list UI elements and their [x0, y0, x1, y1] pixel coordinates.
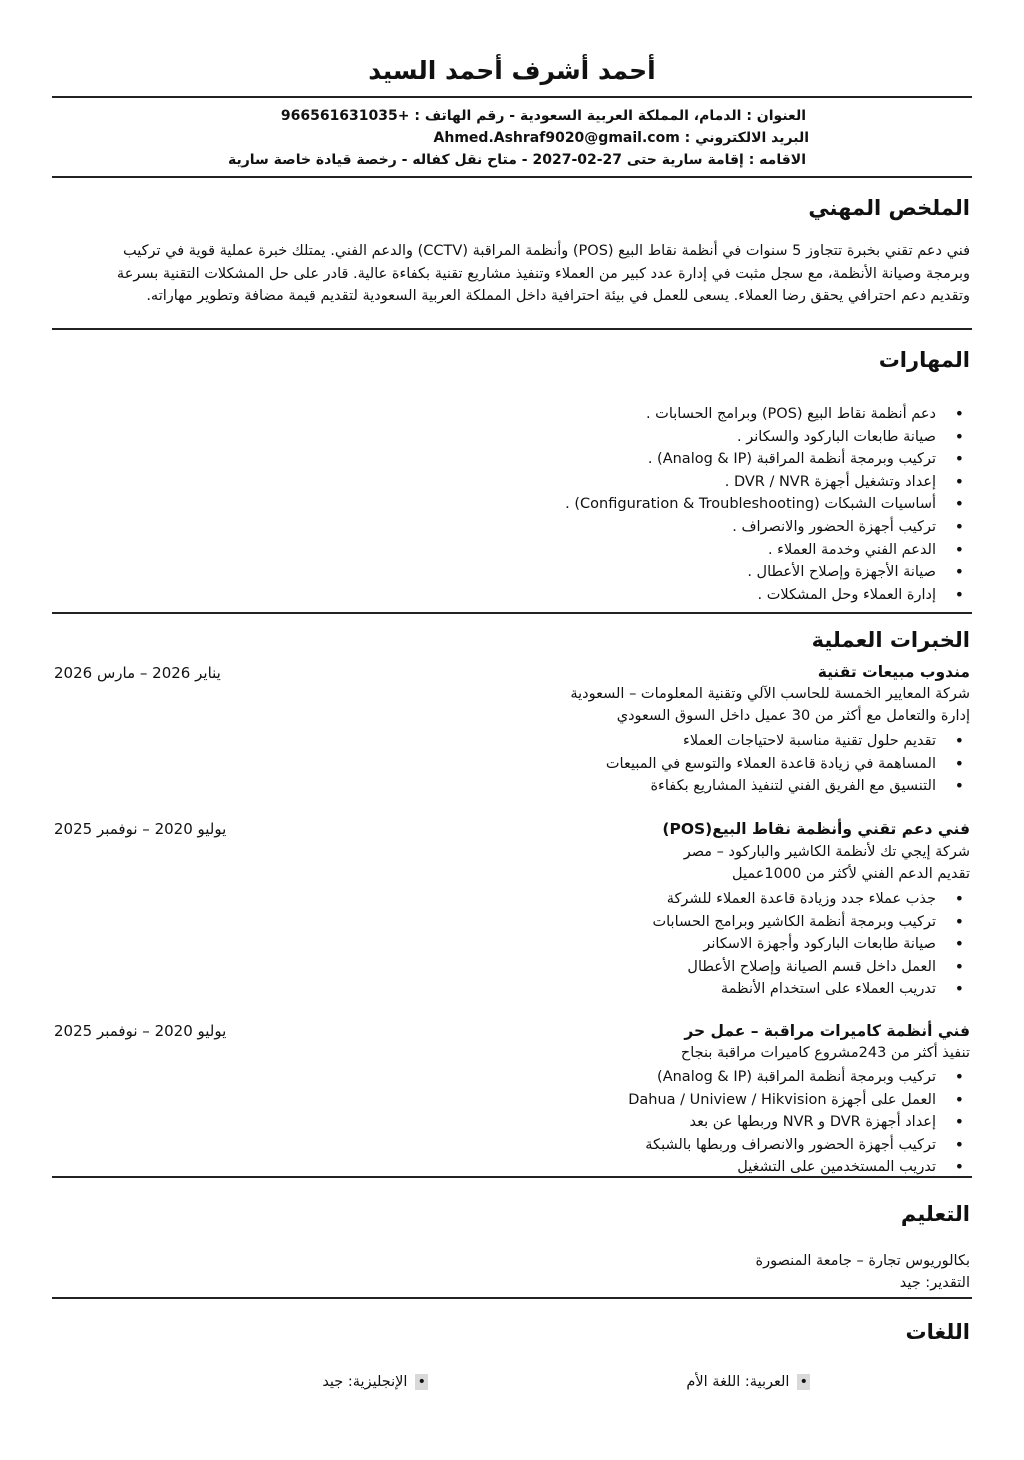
- bullet-icon: •: [417, 1374, 426, 1390]
- bullet-icon: •: [954, 753, 964, 773]
- bullet-icon: •: [954, 1157, 964, 1177]
- list-item: • تدريب العملاء على استخدام الأنظمة: [652, 978, 970, 1001]
- bullet-icon: •: [954, 731, 964, 750]
- list-item: • تركيب أجهزة الحضور والانصراف وربطها بالشبكة: [628, 1134, 970, 1157]
- bullet-icon: •: [954, 956, 964, 976]
- list-item: • صيانة طابعات الباركود والسكانر .: [565, 426, 970, 449]
- address-line: العنوان : الدمام، المملكة العربية السعودية - رقم الهاتف : +966561631035: [280, 108, 806, 124]
- summary-text: فني دعم تقني بخبرة تتجاوز 5 سنوات في أنظمة نقاط البيع (POS) وأنظمة المراقبة (CCTV) والدعم الفني. يمتلك خبرة عملية قوية في تركيب وبرمجة وصيانة الأنظمة، مع سجل مثبت في إدارة عدد كبير من العملاء وتنفيذ مشاريع تقنية بكفاءة عالية. قادر على حل المشكلات التقنية بسرعة وتقديم دعم احترافي يحقق رضا العملاء. يسعى للعمل في بيئة احترافية داخل المملكة العربية السعودية لتقديم قيمة مضافة وتطوير مهاراته.: [116, 243, 970, 304]
- education-grade: التقدير: جيد: [899, 1275, 970, 1291]
- bullet-icon: •: [954, 776, 964, 796]
- list-item: • تركيب وبرمجة أنظمة المراقبة (Analog & IP) .: [565, 448, 970, 471]
- bullet-icon: •: [954, 1134, 964, 1154]
- bullet-icon: •: [954, 1067, 964, 1086]
- job-bullets: [628, 1066, 970, 1179]
- skills-heading: المهارات: [878, 348, 970, 372]
- list-item: • إعداد وتشغيل أجهزة DVR / NVR .: [565, 471, 970, 494]
- bullet-icon: •: [799, 1374, 808, 1390]
- job-bullets: [606, 730, 970, 798]
- list-item: • دعم أنظمة نقاط البيع (POS) وبرامج الحسابات .: [565, 403, 970, 426]
- list-item: • أساسيات الشبكات (Configuration & Troubleshooting) .: [565, 493, 970, 516]
- list-item: • العمل داخل قسم الصيانة وإصلاح الأعطال: [652, 956, 970, 979]
- divider: [52, 1297, 972, 1299]
- bullet-icon: •: [954, 979, 964, 999]
- list-item: • المساهمة في زيادة قاعدة العملاء والتوسع في المبيعات: [606, 753, 970, 776]
- language-item: •الإنجليزية: جيد: [322, 1374, 426, 1390]
- bullet-icon: •: [954, 404, 964, 423]
- job-dates: يوليو 2020 – نوفمبر 2025: [54, 1022, 227, 1040]
- email-line: البريد الالكتروني : Ahmed.Ashraf9020@gmail.com: [433, 130, 809, 146]
- job-title: مندوب مبيعات تقنية: [817, 663, 970, 681]
- bullet-icon: •: [954, 471, 964, 491]
- company-line: شركة المعايير الخمسة للحاسب الآلي وتقنية المعلومات – السعودية: [570, 686, 970, 702]
- languages-heading: اللغات: [905, 1320, 970, 1344]
- education-heading: التعليم: [900, 1202, 970, 1226]
- bullet-icon: •: [954, 539, 964, 559]
- bullet-icon: •: [954, 584, 964, 604]
- job-line: إدارة والتعامل مع أكثر من 30 عميل داخل السوق السعودي: [616, 708, 970, 724]
- language-item: •العربية: اللغة الأم: [686, 1374, 808, 1390]
- divider: [52, 176, 972, 178]
- divider: [52, 96, 972, 98]
- job-title: فني دعم تقني وأنظمة نقاط البيع(POS): [662, 820, 970, 838]
- list-item: • تركيب أجهزة الحضور والانصراف .: [565, 516, 970, 539]
- job-dates: يوليو 2020 – نوفمبر 2025: [54, 820, 227, 838]
- list-item: • تقديم حلول تقنية مناسبة لاحتياجات العملاء: [606, 730, 970, 753]
- education-degree: بكالوريوس تجارة – جامعة المنصورة: [755, 1253, 970, 1269]
- bullet-icon: •: [954, 1089, 964, 1109]
- list-item: • صيانة الأجهزة وإصلاح الأعطال .: [565, 561, 970, 584]
- experience-heading: الخبرات العملية: [811, 628, 970, 652]
- list-item: • التنسيق مع الفريق الفني لتنفيذ المشاريع بكفاءة: [606, 775, 970, 798]
- bullet-icon: •: [954, 934, 964, 954]
- list-item: • إدارة العملاء وحل المشكلات .: [565, 584, 970, 607]
- bullet-icon: •: [954, 1112, 964, 1132]
- divider: [52, 1176, 972, 1178]
- bullet-icon: •: [954, 911, 964, 931]
- skills-list: [565, 403, 970, 606]
- job-line: تنفيذ أكثر من 243مشروع كاميرات مراقبة بنجاح: [680, 1045, 970, 1061]
- list-item: • صيانة طابعات الباركود وأجهزة الاسكانر: [652, 933, 970, 956]
- summary-heading: الملخص المهني: [808, 196, 970, 220]
- company-line: شركة إيجي تك لأنظمة الكاشير والباركود – مصر: [683, 844, 970, 860]
- divider: [52, 612, 972, 614]
- bullet-icon: •: [954, 889, 964, 908]
- list-item: • الدعم الفني وخدمة العملاء .: [565, 539, 970, 562]
- bullet-icon: •: [954, 562, 964, 582]
- job-line: تقديم الدعم الفني لأكثر من 1000عميل: [732, 866, 970, 882]
- bullet-icon: •: [954, 516, 964, 536]
- job-dates: يناير 2026 – مارس 2026: [54, 664, 221, 682]
- bullet-icon: •: [954, 426, 964, 446]
- bullet-icon: •: [954, 494, 964, 514]
- list-item: • العمل على أجهزة Dahua / Uniview / Hikvision: [628, 1089, 970, 1112]
- list-item: • تدريب المستخدمين على التشغيل: [628, 1156, 970, 1179]
- list-item: • جذب عملاء جدد وزيادة قاعدة العملاء للشركة: [652, 888, 970, 911]
- job-title: فني أنظمة كاميرات مراقبة – عمل حر: [684, 1022, 970, 1040]
- bullet-icon: •: [954, 449, 964, 469]
- list-item: • إعداد أجهزة DVR و NVR وربطها عن بعد: [628, 1111, 970, 1134]
- job-bullets: [652, 888, 970, 1001]
- list-item: • تركيب وبرمجة أنظمة الكاشير وبرامج الحسابات: [652, 911, 970, 934]
- divider: [52, 328, 972, 330]
- page-title: أحمد أشرف أحمد السيد: [368, 56, 656, 85]
- list-item: • تركيب وبرمجة أنظمة المراقبة (Analog & IP): [628, 1066, 970, 1089]
- residence-line: الاقامه : إقامة سارية حتى 27-02-2027 - متاح نقل كفاله - رخصة قيادة خاصة سارية: [227, 152, 806, 168]
